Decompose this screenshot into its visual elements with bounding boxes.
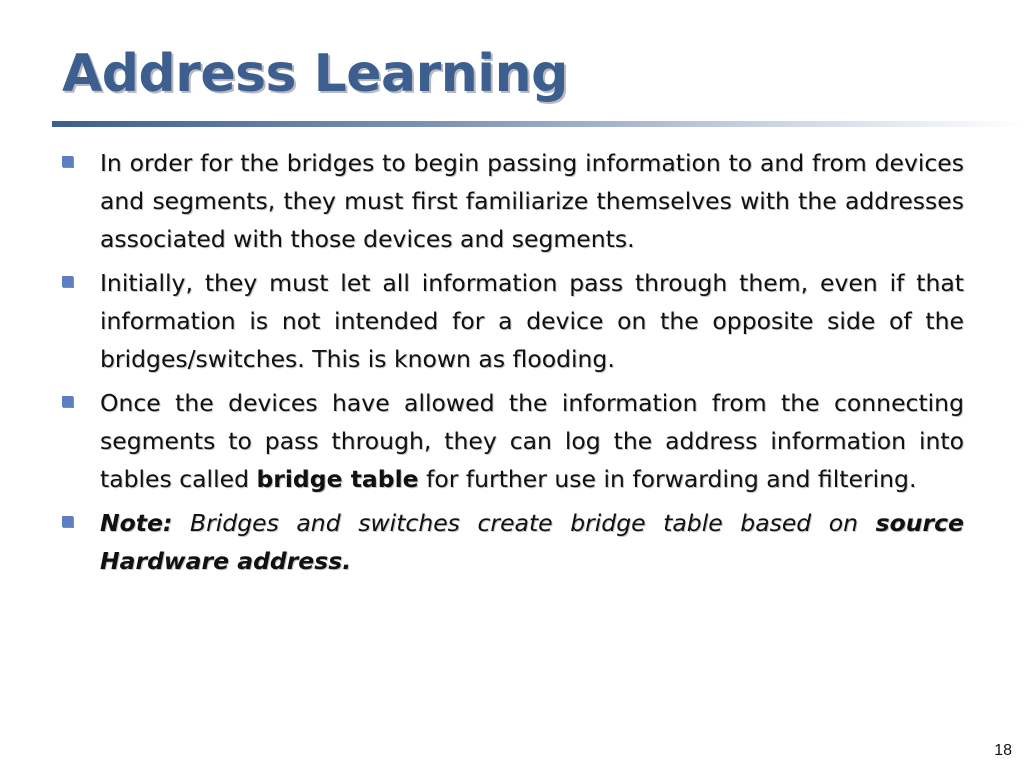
title-underline (52, 121, 1024, 127)
bullet-text: In order for the bridges to begin passing information to and from devices and segments, they must first familiarize themselves with the addresses associated with those devices and segments. (100, 149, 964, 253)
page-number: 18 (994, 742, 1012, 759)
bullet-item (62, 384, 964, 498)
slide-title: Address Learning (62, 44, 568, 104)
square-bullet-icon (62, 156, 73, 167)
note-body: Bridges and switches create bridge table based on (172, 509, 876, 537)
bullet-item (62, 144, 964, 258)
note-text (100, 504, 964, 580)
bullet-text: Initially, they must let all information pass through them, even if that information is not intended for a device on the opposite side of the bridges/switches. This is known as flooding. (100, 269, 964, 373)
square-bullet-icon (62, 276, 73, 287)
square-bullet-icon (62, 396, 73, 407)
note-emphasis: source Hardware address. (100, 509, 964, 575)
square-bullet-icon (62, 516, 73, 527)
bullet-list (62, 144, 964, 586)
note-label: Note: (100, 509, 173, 537)
bullet-text-end: for further use in forwarding and filtering. (418, 465, 917, 493)
bold-term: bridge table (256, 465, 419, 493)
bullet-text (100, 384, 964, 498)
bullet-item (62, 264, 964, 378)
bullet-item (62, 504, 964, 580)
bullet-text-start: Once the devices have allowed the information from the connecting segments to pass through, they can log the address information into tables called (100, 389, 964, 493)
